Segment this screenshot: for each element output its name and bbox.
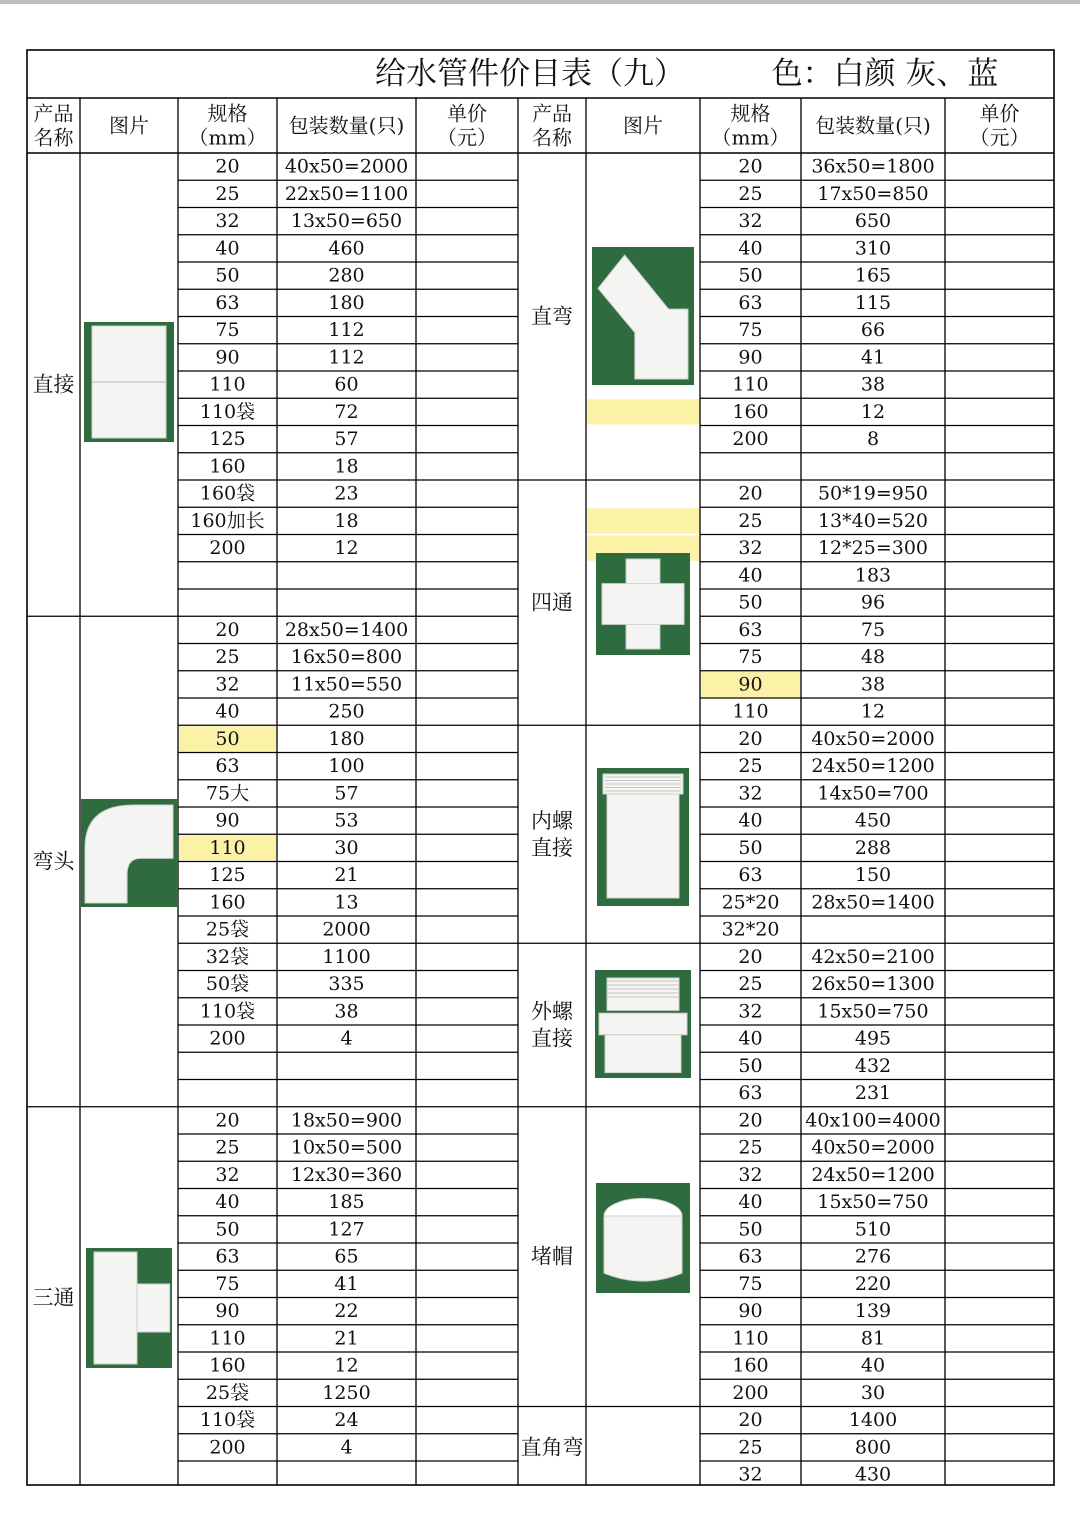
spec-cell: 110袋 <box>199 400 256 423</box>
package-qty-cell: 450 <box>854 809 892 832</box>
spec-cell: 40 <box>738 564 763 587</box>
spec-cell: 32 <box>738 210 763 233</box>
package-qty-cell: 310 <box>854 237 892 260</box>
package-qty-cell: 460 <box>328 237 365 260</box>
header-image-right: 图片 <box>623 113 663 138</box>
package-qty-cell: 18x50=900 <box>290 1109 403 1132</box>
package-qty-cell: 335 <box>328 973 365 996</box>
package-qty-cell: 112 <box>328 319 365 342</box>
spec-cell: 63 <box>215 291 240 314</box>
spec-cell: 20 <box>738 1409 763 1432</box>
spec-cell: 200 <box>209 1027 246 1050</box>
spec-cell: 75 <box>738 646 763 669</box>
package-qty-cell: 115 <box>854 291 892 314</box>
product-name-left-1: 弯头 <box>32 849 75 874</box>
product-name-right-4: 堵帽 <box>531 1244 573 1269</box>
spec-cell: 20 <box>738 1109 763 1132</box>
product-name-left-2: 三通 <box>32 1285 75 1310</box>
spec-cell: 63 <box>738 1245 763 1268</box>
spec-cell: 25袋 <box>205 918 250 941</box>
spec-cell: 20 <box>738 727 763 750</box>
spec-cell: 160 <box>209 455 246 478</box>
spec-cell: 200 <box>209 1436 246 1459</box>
package-qty-cell: 26x50=1300 <box>811 973 935 996</box>
header-unit-price-right: 单价（元） <box>969 101 1030 150</box>
product-name-right-1: 四通 <box>531 590 573 615</box>
package-qty-cell: 75 <box>860 618 886 641</box>
spec-cell: 25*20 <box>721 891 780 914</box>
spec-cell: 20 <box>215 155 240 178</box>
spec-cell: 25 <box>738 509 763 532</box>
spec-cell: 125 <box>209 864 246 887</box>
spec-cell: 50 <box>215 264 240 287</box>
package-qty-cell: 50*19=950 <box>817 482 929 505</box>
spec-cell: 25 <box>215 182 240 205</box>
package-qty-cell: 12 <box>334 537 359 560</box>
spec-cell: 40 <box>738 1027 763 1050</box>
spec-cell: 50 <box>215 1218 240 1241</box>
tee-icon <box>86 1248 172 1368</box>
package-qty-cell: 60 <box>334 373 359 396</box>
package-qty-cell: 21 <box>334 864 359 887</box>
spec-cell: 25 <box>215 1136 240 1159</box>
package-qty-cell: 12*25=300 <box>817 537 929 560</box>
spec-cell: 32 <box>738 1000 763 1023</box>
spec-cell: 32 <box>738 1463 763 1486</box>
package-qty-cell: 4 <box>340 1436 353 1459</box>
spec-cell: 25 <box>738 1436 763 1459</box>
spec-cell: 90 <box>738 1300 763 1323</box>
package-qty-cell: 22x50=1100 <box>284 182 409 205</box>
package-qty-cell: 40x50=2000 <box>811 1136 935 1159</box>
spec-cell: 160加长 <box>190 509 265 532</box>
spec-cell: 50 <box>738 1054 763 1077</box>
package-qty-cell: 24x50=1200 <box>811 1163 935 1186</box>
package-qty-cell: 13 <box>334 891 359 914</box>
spec-cell: 110 <box>732 700 769 723</box>
spec-cell: 125 <box>209 428 246 451</box>
spec-cell: 32 <box>215 210 240 233</box>
spec-cell: 50袋 <box>205 973 250 996</box>
header-image-left: 图片 <box>109 113 149 138</box>
package-qty-cell: 66 <box>860 319 886 342</box>
spec-cell: 25 <box>215 646 240 669</box>
package-qty-cell: 40x50=2000 <box>811 727 935 750</box>
package-qty-cell: 40 <box>860 1354 886 1377</box>
product-name-right-0: 直弯 <box>531 304 573 329</box>
package-qty-cell: 40x100=4000 <box>805 1109 941 1132</box>
spec-cell: 20 <box>215 618 240 641</box>
package-qty-cell: 510 <box>854 1218 892 1241</box>
spec-cell: 32*20 <box>721 918 780 941</box>
package-qty-cell: 17x50=850 <box>817 182 929 205</box>
male-thread-coupling-icon <box>595 970 691 1078</box>
spec-cell: 32袋 <box>205 945 250 968</box>
spec-cell: 50 <box>738 1218 763 1241</box>
package-qty-cell: 180 <box>328 727 365 750</box>
package-qty-cell: 42x50=2100 <box>811 945 935 968</box>
package-qty-cell: 81 <box>860 1327 886 1350</box>
spec-cell: 40 <box>738 1191 763 1214</box>
spec-cell: 20 <box>738 155 763 178</box>
spec-cell: 110袋 <box>199 1409 256 1432</box>
package-qty-cell: 48 <box>860 646 886 669</box>
package-qty-cell: 13x50=650 <box>290 210 403 233</box>
package-qty-cell: 41 <box>334 1272 359 1295</box>
package-qty-cell: 15x50=750 <box>817 1000 929 1023</box>
spec-cell: 90 <box>215 1300 240 1323</box>
package-qty-cell: 12 <box>334 1354 359 1377</box>
package-qty-cell: 14x50=700 <box>817 782 929 805</box>
spec-cell: 32 <box>215 673 240 696</box>
package-qty-cell: 13*40=520 <box>817 509 929 532</box>
end-cap-icon <box>596 1183 690 1293</box>
spec-cell: 110 <box>209 373 246 396</box>
spec-cell: 75 <box>215 1272 240 1295</box>
package-qty-cell: 183 <box>854 564 892 587</box>
package-qty-cell: 231 <box>854 1082 892 1105</box>
spec-cell: 110 <box>209 836 246 859</box>
spec-cell: 160袋 <box>199 482 256 505</box>
package-qty-cell: 112 <box>328 346 365 369</box>
sheet-title: 给水管件价目表（九） <box>375 56 685 92</box>
spec-cell: 110 <box>732 373 769 396</box>
spec-cell: 63 <box>738 618 763 641</box>
package-qty-cell: 65 <box>334 1245 359 1268</box>
package-qty-cell: 96 <box>860 591 886 614</box>
package-qty-cell: 288 <box>854 836 892 859</box>
spec-cell: 90 <box>738 346 763 369</box>
package-qty-cell: 100 <box>328 755 365 778</box>
package-qty-cell: 8 <box>866 428 880 451</box>
package-qty-cell: 250 <box>328 700 365 723</box>
package-qty-cell: 430 <box>854 1463 892 1486</box>
spec-cell: 160 <box>732 400 769 423</box>
color-note: 色：白颜 灰、蓝 <box>771 56 999 92</box>
header-package-qty-left: 包装数量(只) <box>288 113 405 138</box>
spec-cell: 160 <box>209 891 246 914</box>
package-qty-cell: 38 <box>334 1000 359 1023</box>
spec-cell: 20 <box>738 945 763 968</box>
package-qty-cell: 28x50=1400 <box>284 618 409 641</box>
package-qty-cell: 12 <box>860 700 886 723</box>
spec-cell: 90 <box>215 346 240 369</box>
package-qty-cell: 57 <box>334 782 359 805</box>
spec-cell: 50 <box>215 727 240 750</box>
spec-cell: 20 <box>738 482 763 505</box>
package-qty-cell: 11x50=550 <box>290 673 403 696</box>
spec-cell: 75大 <box>205 782 250 805</box>
product-name-left-0: 直接 <box>32 372 75 397</box>
spec-cell: 50 <box>738 591 763 614</box>
package-qty-cell: 150 <box>854 864 892 887</box>
package-qty-cell: 16x50=800 <box>290 646 403 669</box>
package-qty-cell: 23 <box>334 482 359 505</box>
straight-coupling-icon <box>84 322 174 442</box>
spec-cell: 200 <box>732 428 769 451</box>
package-qty-cell: 22 <box>334 1300 359 1323</box>
header-product-name-left: 产品名称 <box>33 101 74 150</box>
package-qty-cell: 127 <box>328 1218 365 1241</box>
package-qty-cell: 1400 <box>848 1409 898 1432</box>
package-qty-cell: 21 <box>334 1327 359 1350</box>
package-qty-cell: 40x50=2000 <box>284 155 409 178</box>
spec-cell: 63 <box>215 1245 240 1268</box>
spec-cell: 90 <box>738 673 763 696</box>
spec-cell: 63 <box>215 755 240 778</box>
package-qty-cell: 432 <box>854 1054 892 1077</box>
package-qty-cell: 53 <box>334 809 359 832</box>
package-qty-cell: 28x50=1400 <box>811 891 935 914</box>
spec-cell: 32 <box>738 537 763 560</box>
spec-cell: 25 <box>738 182 763 205</box>
spec-cell: 75 <box>215 319 240 342</box>
spec-cell: 160 <box>209 1354 246 1377</box>
header-spec-right: 规格（mm） <box>711 101 790 150</box>
package-qty-cell: 30 <box>860 1381 886 1404</box>
spec-cell: 63 <box>738 291 763 314</box>
package-qty-cell: 38 <box>860 373 886 396</box>
highlighted-cell <box>587 508 699 533</box>
spec-cell: 50 <box>738 264 763 287</box>
package-qty-cell: 12 <box>860 400 886 423</box>
spec-cell: 40 <box>738 809 763 832</box>
package-qty-cell: 41 <box>860 346 886 369</box>
package-qty-cell: 12x30=360 <box>290 1163 403 1186</box>
product-name-right-3: 外螺直接 <box>531 999 573 1051</box>
package-qty-cell: 650 <box>854 210 892 233</box>
package-qty-cell: 1100 <box>322 945 371 968</box>
highlighted-cell <box>587 399 699 424</box>
spec-cell: 63 <box>738 864 763 887</box>
package-qty-cell: 2000 <box>322 918 371 941</box>
spec-cell: 40 <box>738 237 763 260</box>
package-qty-cell: 1250 <box>322 1381 371 1404</box>
spec-cell: 200 <box>209 537 246 560</box>
spec-cell: 110 <box>732 1327 769 1350</box>
package-qty-cell: 18 <box>334 455 359 478</box>
spec-cell: 25 <box>738 973 763 996</box>
spec-cell: 32 <box>738 1163 763 1186</box>
spec-cell: 25袋 <box>205 1381 250 1404</box>
package-qty-cell: 57 <box>334 428 359 451</box>
package-qty-cell: 24 <box>334 1409 359 1432</box>
spec-cell: 40 <box>215 1191 240 1214</box>
spec-cell: 75 <box>738 1272 763 1295</box>
spec-cell: 200 <box>732 1381 769 1404</box>
package-qty-cell: 38 <box>860 673 886 696</box>
spec-cell: 40 <box>215 700 240 723</box>
spec-cell: 110 <box>209 1327 246 1350</box>
spec-cell: 63 <box>738 1082 763 1105</box>
package-qty-cell: 4 <box>340 1027 353 1050</box>
package-qty-cell: 24x50=1200 <box>811 755 935 778</box>
package-qty-cell: 800 <box>854 1436 892 1459</box>
elbow-icon <box>81 799 177 907</box>
spec-cell: 32 <box>215 1163 240 1186</box>
package-qty-cell: 72 <box>334 400 359 423</box>
package-qty-cell: 18 <box>334 509 359 532</box>
spec-cell: 20 <box>215 1109 240 1132</box>
package-qty-cell: 276 <box>854 1245 892 1268</box>
package-qty-cell: 185 <box>328 1191 365 1214</box>
package-qty-cell: 139 <box>854 1300 892 1323</box>
product-name-right-2: 内螺直接 <box>531 808 573 860</box>
package-qty-cell: 495 <box>854 1027 892 1050</box>
spec-cell: 90 <box>215 809 240 832</box>
45-degree-elbow-icon <box>592 247 694 385</box>
spec-cell: 110袋 <box>199 1000 256 1023</box>
package-qty-cell: 280 <box>328 264 365 287</box>
package-qty-cell: 15x50=750 <box>817 1191 929 1214</box>
header-unit-price-left: 单价（元） <box>437 101 497 150</box>
package-qty-cell: 36x50=1800 <box>811 155 935 178</box>
female-thread-coupling-icon <box>597 768 689 906</box>
package-qty-cell: 165 <box>854 264 892 287</box>
header-package-qty-right: 包装数量(只) <box>815 113 931 138</box>
header-product-name-right: 产品名称 <box>532 101 572 150</box>
spec-cell: 160 <box>732 1354 769 1377</box>
spec-cell: 75 <box>738 319 763 342</box>
spec-cell: 25 <box>738 1136 763 1159</box>
spec-cell: 40 <box>215 237 240 260</box>
spec-cell: 25 <box>738 755 763 778</box>
package-qty-cell: 30 <box>334 836 359 859</box>
product-name-right-5: 直角弯 <box>520 1435 584 1460</box>
cross-fitting-icon <box>596 553 690 655</box>
package-qty-cell: 220 <box>854 1272 892 1295</box>
header-spec-left: 规格（mm） <box>188 101 267 150</box>
spec-cell: 50 <box>738 836 763 859</box>
package-qty-cell: 180 <box>328 291 365 314</box>
spec-cell: 32 <box>738 782 763 805</box>
package-qty-cell: 10x50=500 <box>290 1136 403 1159</box>
